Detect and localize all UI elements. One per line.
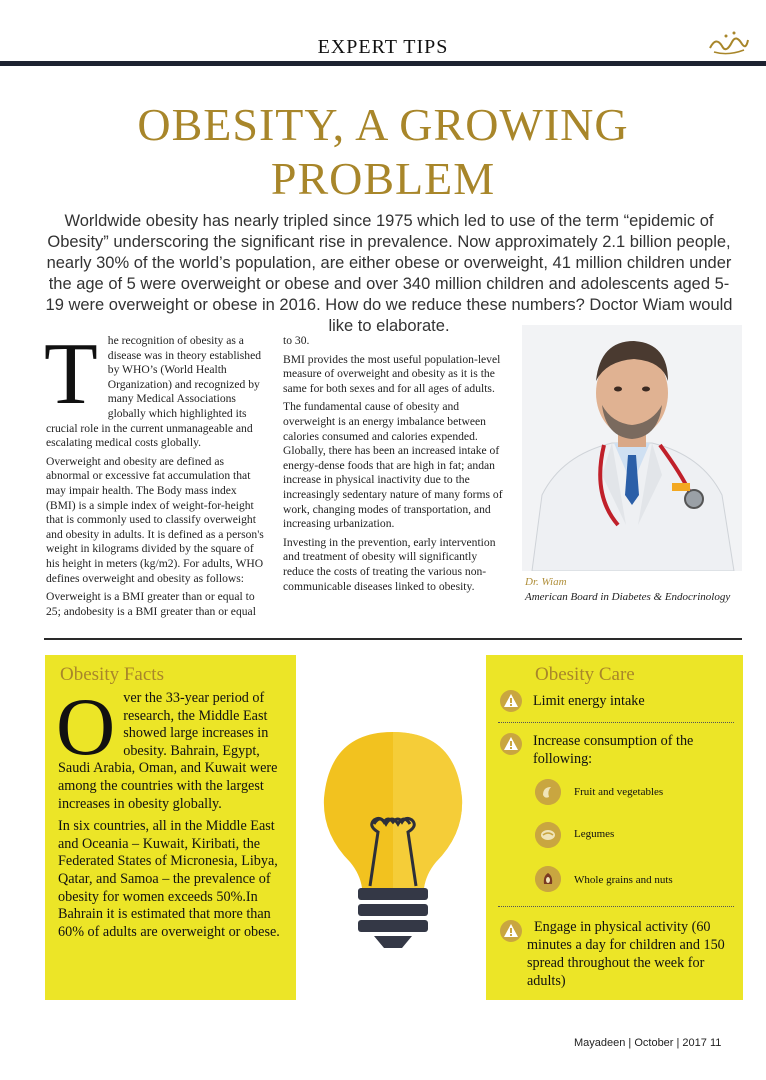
brand-logo-icon <box>706 28 750 58</box>
col2-para-2: BMI provides the most useful population-level measure of overweight and obesity as it is the same for both sexes and for all ages of adults. <box>283 352 501 395</box>
photo-caption-title: American Board in Diabetes & Endocrinology <box>525 591 731 603</box>
col2-para-1: to 30. <box>283 334 310 347</box>
facts-para-2: In six countries, all in the Middle East and Oceania – Kuwait, Kiribati, the Federated States of Micronesia, Libya, Qatar, and Samoa – the prevalence of obesity for women exceeds 50%.In Bahrain it is estimated that more than 60% of adults are overweight or obese. <box>58 818 280 940</box>
article-column-1 <box>44 326 268 623</box>
col1-para-1-text: he recognition of obesity as a disease was in theory established by WHO’s (World Health Organization) and recognized by many Medical Associations globally which highlighted its crucial role in the current unmanageable and escalating medical costs globally. <box>46 334 262 450</box>
obesity-care-title: Obesity Care <box>535 664 635 685</box>
warning-icon <box>500 690 522 712</box>
section-label: EXPERT TIPS <box>317 36 449 58</box>
dotted-divider <box>498 906 734 907</box>
sub-item-grains-nuts: Whole grains and nuts <box>574 874 673 886</box>
col2-para-3: The fundamental cause of obesity and overweight is an energy imbalance between calories consumed and calories expended. Globally, there has been an increased intake of energy-dense foods that are high in fat; andan increase in physical inactivity due to the increasingly sedentary nature of many forms of work, changing modes of transportation, and increasing urbanization. <box>283 400 503 531</box>
sub-item-legumes: Legumes <box>574 828 615 840</box>
doctor-photo <box>522 325 742 571</box>
article-title: OBESITY, A GROWING PROBLEM <box>137 99 629 204</box>
fruit-icon <box>535 779 561 805</box>
care-item-limit-energy: Limit energy intake <box>533 693 645 709</box>
photo-caption-name: Dr. Wiam <box>525 576 567 588</box>
warning-icon <box>500 733 522 755</box>
warning-icon <box>500 920 522 942</box>
dotted-divider <box>498 722 734 723</box>
grains-nuts-icon <box>535 866 561 892</box>
sub-item-fruit: Fruit and vegetables <box>574 786 664 798</box>
col1-para-2: Overweight and obesity are defined as abnormal or excessive fat accumulation that may impair health. The Body mass index (BMI) is a simple index of weight-for-height that is commonly used to classify overweight and obesity in adults. It is defined as a person's weight in kilograms divided by the square of his height in meters (kg/m2). For adults, WHO defines overweight and obesity as follows: <box>46 454 264 585</box>
header-rule <box>0 61 766 66</box>
care-item-increase-consumption: Increase consumption of the following: <box>533 733 694 767</box>
section-divider <box>44 638 742 640</box>
col1-para-3: Overweight is a BMI greater than or equal to 25; andobesity is a BMI greater than or equal <box>46 590 256 618</box>
page-footer: Mayadeen | October | 2017 11 <box>574 1037 722 1049</box>
article-intro: Worldwide obesity has nearly tripled since 1975 which led to use of the term “epidemic of Obesity” underscoring the significant rise in prevalence. Now approximately 2.1 billion people, nearly 30% of the world’s population, are either obese or overweight, 41 million children under the age of 5 were overweight or obese and over 340 million children and adolescents aged 5-19 were overweight or obese in 2016. How do we reduce these numbers? Doctor Wiam would like to elaborate. <box>45 212 733 335</box>
legumes-icon <box>535 822 561 848</box>
obesity-facts-title: Obesity Facts <box>60 664 164 685</box>
dropcap-t: T <box>44 326 98 423</box>
lightbulb-icon <box>318 728 468 950</box>
obesity-facts-text <box>56 681 286 946</box>
article-column-2 <box>283 334 505 598</box>
care-item-physical-activity: Engage in physical activity (60 minutes a day for children and 150 spread throughout the week for adults) <box>527 919 725 989</box>
dropcap-o: O <box>56 681 116 772</box>
facts-para-1 <box>56 681 286 813</box>
col2-para-4: Investing in the prevention, early intervention and treatment of obesity will significantly reduce the costs of treating the various non-communicable diseases linked to obesity. <box>283 535 496 593</box>
facts-para-1-text: ver the 33-year period of research, the Middle East showed large increases in obesity. Bahrain, Egypt, Saudi Arabia, Oman, and Kuwait were among the countries with the largest increases in obesity globally. <box>58 690 278 812</box>
col1-para-1 <box>44 326 268 451</box>
